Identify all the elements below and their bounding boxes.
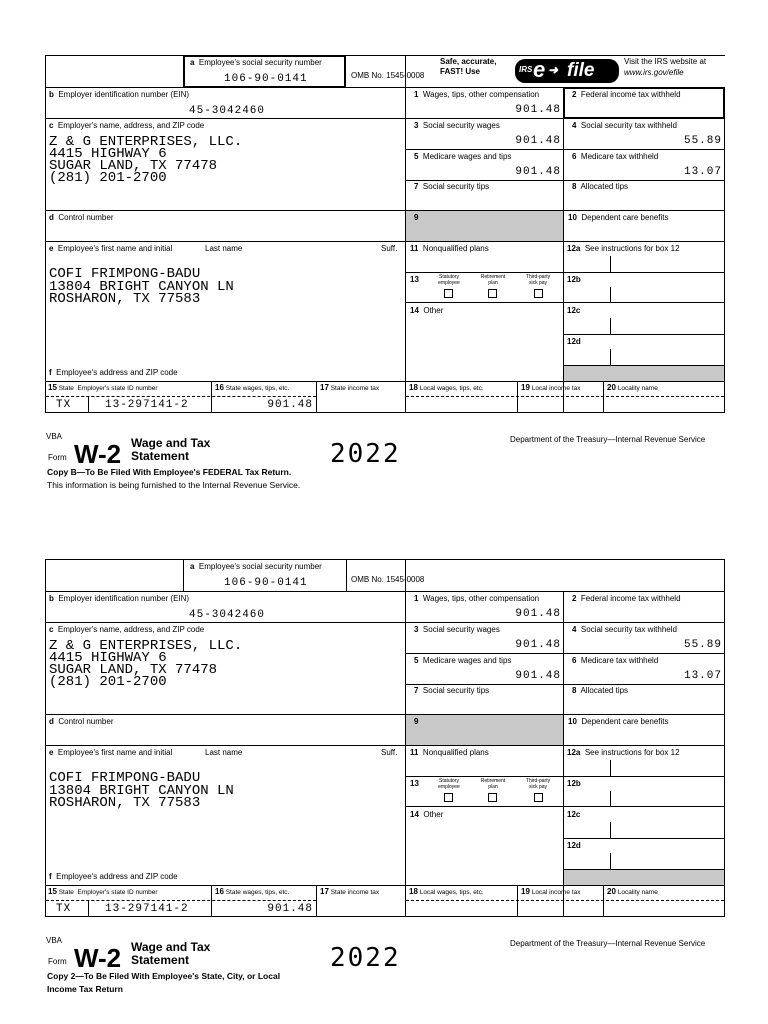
efile-arrow-icon: ➜	[548, 63, 559, 77]
label-box17: State income tax	[330, 889, 380, 896]
label-retirement: Retirement plan	[480, 778, 506, 790]
label-box1: Wages, tips, other compensation	[422, 594, 540, 603]
statutory-employee-checkbox[interactable]	[444, 793, 453, 802]
label-box2: Federal income tax withheld	[580, 594, 681, 603]
label-box15-state: State	[58, 385, 74, 392]
label-box3: Social security wages	[422, 121, 500, 130]
w2-title: W-2	[74, 439, 122, 469]
form-title-line2: Statement	[131, 449, 190, 463]
employee-line1: COFI FRIMPONG-BADU	[49, 770, 201, 786]
employee-line2: 13804 BRIGHT CANYON LN	[49, 279, 234, 295]
employee-line3: ROSHARON, TX 77583	[49, 291, 201, 307]
efile-logo	[515, 59, 619, 83]
employer-line4: (281) 201-2700	[49, 674, 167, 690]
label-box15-id: Employer's state ID number	[77, 889, 158, 896]
label-box11: Nonqualified plans	[422, 244, 489, 253]
employee-line1: COFI FRIMPONG-BADU	[49, 266, 201, 282]
box3-value: 901.48	[515, 639, 561, 651]
box6-value: 13.07	[683, 670, 722, 682]
copy-line2: Income Tax Return	[47, 984, 123, 994]
label-a: Employee's social security number	[198, 58, 322, 67]
state-value: TX	[56, 399, 72, 411]
box16-value: 901.48	[267, 399, 313, 411]
copy-line2: This information is being furnished to the Internal Revenue Service.	[47, 480, 301, 490]
label-box15-state: State	[58, 889, 74, 896]
label-box2: Federal income tax withheld	[580, 90, 681, 99]
label-box16: State wages, tips, etc.	[225, 889, 290, 896]
employer-line2: 4415 HIGHWAY 6	[49, 146, 167, 162]
ssn-value: 106-90-0141	[224, 577, 308, 589]
label-box5: Medicare wages and tips	[422, 656, 512, 665]
retirement-plan-checkbox[interactable]	[488, 289, 497, 298]
label-box18: Local wages, tips, etc.	[419, 385, 484, 392]
form-title-line1: Wage and Tax	[131, 436, 211, 450]
label-f: Employee's address and ZIP code	[56, 872, 178, 881]
third-party-sick-pay-checkbox[interactable]	[534, 793, 543, 802]
employer-line2: 4415 HIGHWAY 6	[49, 650, 167, 666]
label-b: Employer identification number (EIN)	[58, 594, 190, 603]
label-box17: State income tax	[330, 385, 380, 392]
tax-year: 2022	[330, 439, 401, 469]
label-e: Employee's first name and initial	[57, 244, 173, 253]
label-box19: Local income tax	[531, 889, 581, 896]
department-text: Department of the Treasury—Internal Revenue Service	[510, 435, 706, 444]
w2-title: W-2	[74, 943, 122, 973]
efile-url[interactable]: www.irs.gov/efile	[624, 68, 684, 77]
label-box4: Social security tax withheld	[580, 121, 677, 130]
label-e: Employee's first name and initial	[57, 748, 173, 757]
state-value: TX	[56, 903, 72, 915]
vba-label: VBA	[46, 432, 63, 441]
label-a: Employee's social security number	[198, 562, 322, 571]
label-box12a: See instructions for box 12	[584, 748, 680, 757]
employee-line3: ROSHARON, TX 77583	[49, 795, 201, 811]
label-box20: Locality name	[617, 889, 658, 896]
label-d: Control number	[58, 213, 114, 222]
box16-value: 901.48	[267, 903, 313, 915]
label-box4: Social security tax withheld	[580, 625, 677, 634]
box4-value: 55.89	[683, 639, 722, 651]
third-party-sick-pay-checkbox[interactable]	[534, 289, 543, 298]
label-e-last: Last name	[205, 748, 243, 757]
label-third-party: Third-party sick pay	[525, 274, 551, 286]
copy-line1: Copy B—To Be Filed With Employee's FEDERAL Tax Return.	[47, 467, 292, 477]
box6-value: 13.07	[683, 166, 722, 178]
form-word: Form	[48, 957, 67, 966]
label-box10: Dependent care benefits	[581, 213, 669, 222]
label-box16: State wages, tips, etc.	[225, 385, 290, 392]
label-box6: Medicare tax withheld	[580, 656, 659, 665]
copy-line1: Copy 2—To Be Filed With Employee's State, City, or Local	[47, 971, 281, 981]
statutory-employee-checkbox[interactable]	[444, 289, 453, 298]
ssn-value: 106-90-0141	[224, 73, 308, 85]
label-box20: Locality name	[617, 385, 658, 392]
form-word: Form	[48, 453, 67, 462]
form-title-line1: Wage and Tax	[131, 940, 211, 954]
efile-logo-file: file	[567, 60, 595, 81]
efile-visit-text: Visit the IRS website at	[624, 57, 707, 66]
label-e-suff: Suff.	[381, 244, 398, 253]
label-box10: Dependent care benefits	[581, 717, 669, 726]
employer-line1: Z & G ENTERPRISES, LLC.	[49, 134, 243, 150]
box1-value: 901.48	[515, 104, 561, 116]
retirement-plan-checkbox[interactable]	[488, 793, 497, 802]
state-id-value: 13-297141-2	[105, 399, 189, 411]
form-title-line2: Statement	[131, 953, 190, 967]
label-box12a: See instructions for box 12	[584, 244, 680, 253]
label-third-party: Third-party sick pay	[525, 778, 551, 790]
label-b: Employer identification number (EIN)	[58, 90, 190, 99]
label-box8: Allocated tips	[580, 686, 629, 695]
label-box6: Medicare tax withheld	[580, 152, 659, 161]
label-retirement: Retirement plan	[480, 274, 506, 286]
label-box7: Social security tips	[422, 686, 490, 695]
label-c: Employer's name, address, and ZIP code	[57, 121, 205, 130]
label-box18: Local wages, tips, etc.	[419, 889, 484, 896]
employer-line1: Z & G ENTERPRISES, LLC.	[49, 638, 243, 654]
label-box5: Medicare wages and tips	[422, 152, 512, 161]
tax-year: 2022	[330, 943, 401, 973]
efile-logo-e: e	[533, 57, 546, 82]
omb-number: OMB No. 1545-0008	[351, 575, 425, 584]
box3-value: 901.48	[515, 135, 561, 147]
label-c: Employer's name, address, and ZIP code	[57, 625, 205, 634]
label-box1: Wages, tips, other compensation	[422, 90, 540, 99]
label-d: Control number	[58, 717, 114, 726]
employer-line4: (281) 201-2700	[49, 170, 167, 186]
label-statutory: Statutory employee	[438, 274, 460, 286]
employee-line2: 13804 BRIGHT CANYON LN	[49, 783, 234, 799]
box4-value: 55.89	[683, 135, 722, 147]
vba-label: VBA	[46, 936, 63, 945]
label-box14: Other	[423, 306, 444, 315]
employer-line3: SUGAR LAND, TX 77478	[49, 662, 218, 678]
department-text: Department of the Treasury—Internal Revenue Service	[510, 939, 706, 948]
box5-value: 901.48	[515, 670, 561, 682]
label-box3: Social security wages	[422, 625, 500, 634]
label-box8: Allocated tips	[580, 182, 629, 191]
box5-value: 901.48	[515, 166, 561, 178]
label-box19: Local income tax	[531, 385, 581, 392]
label-box7: Social security tips	[422, 182, 490, 191]
state-id-value: 13-297141-2	[105, 903, 189, 915]
ein-value: 45-3042460	[189, 609, 266, 621]
label-e-last: Last name	[205, 244, 243, 253]
employer-line3: SUGAR LAND, TX 77478	[49, 158, 218, 174]
label-box14: Other	[423, 810, 444, 819]
label-box11: Nonqualified plans	[422, 748, 489, 757]
omb-number: OMB No. 1545-0008	[351, 71, 425, 80]
box1-value: 901.48	[515, 608, 561, 620]
label-f: Employee's address and ZIP code	[56, 368, 178, 377]
efile-logo-irs: IRS	[519, 65, 533, 74]
ein-value: 45-3042460	[189, 105, 266, 117]
label-e-suff: Suff.	[381, 748, 398, 757]
efile-safe-text: Safe, accurate, FAST! Use	[440, 57, 497, 76]
label-box15-id: Employer's state ID number	[77, 385, 158, 392]
label-statutory: Statutory employee	[438, 778, 460, 790]
